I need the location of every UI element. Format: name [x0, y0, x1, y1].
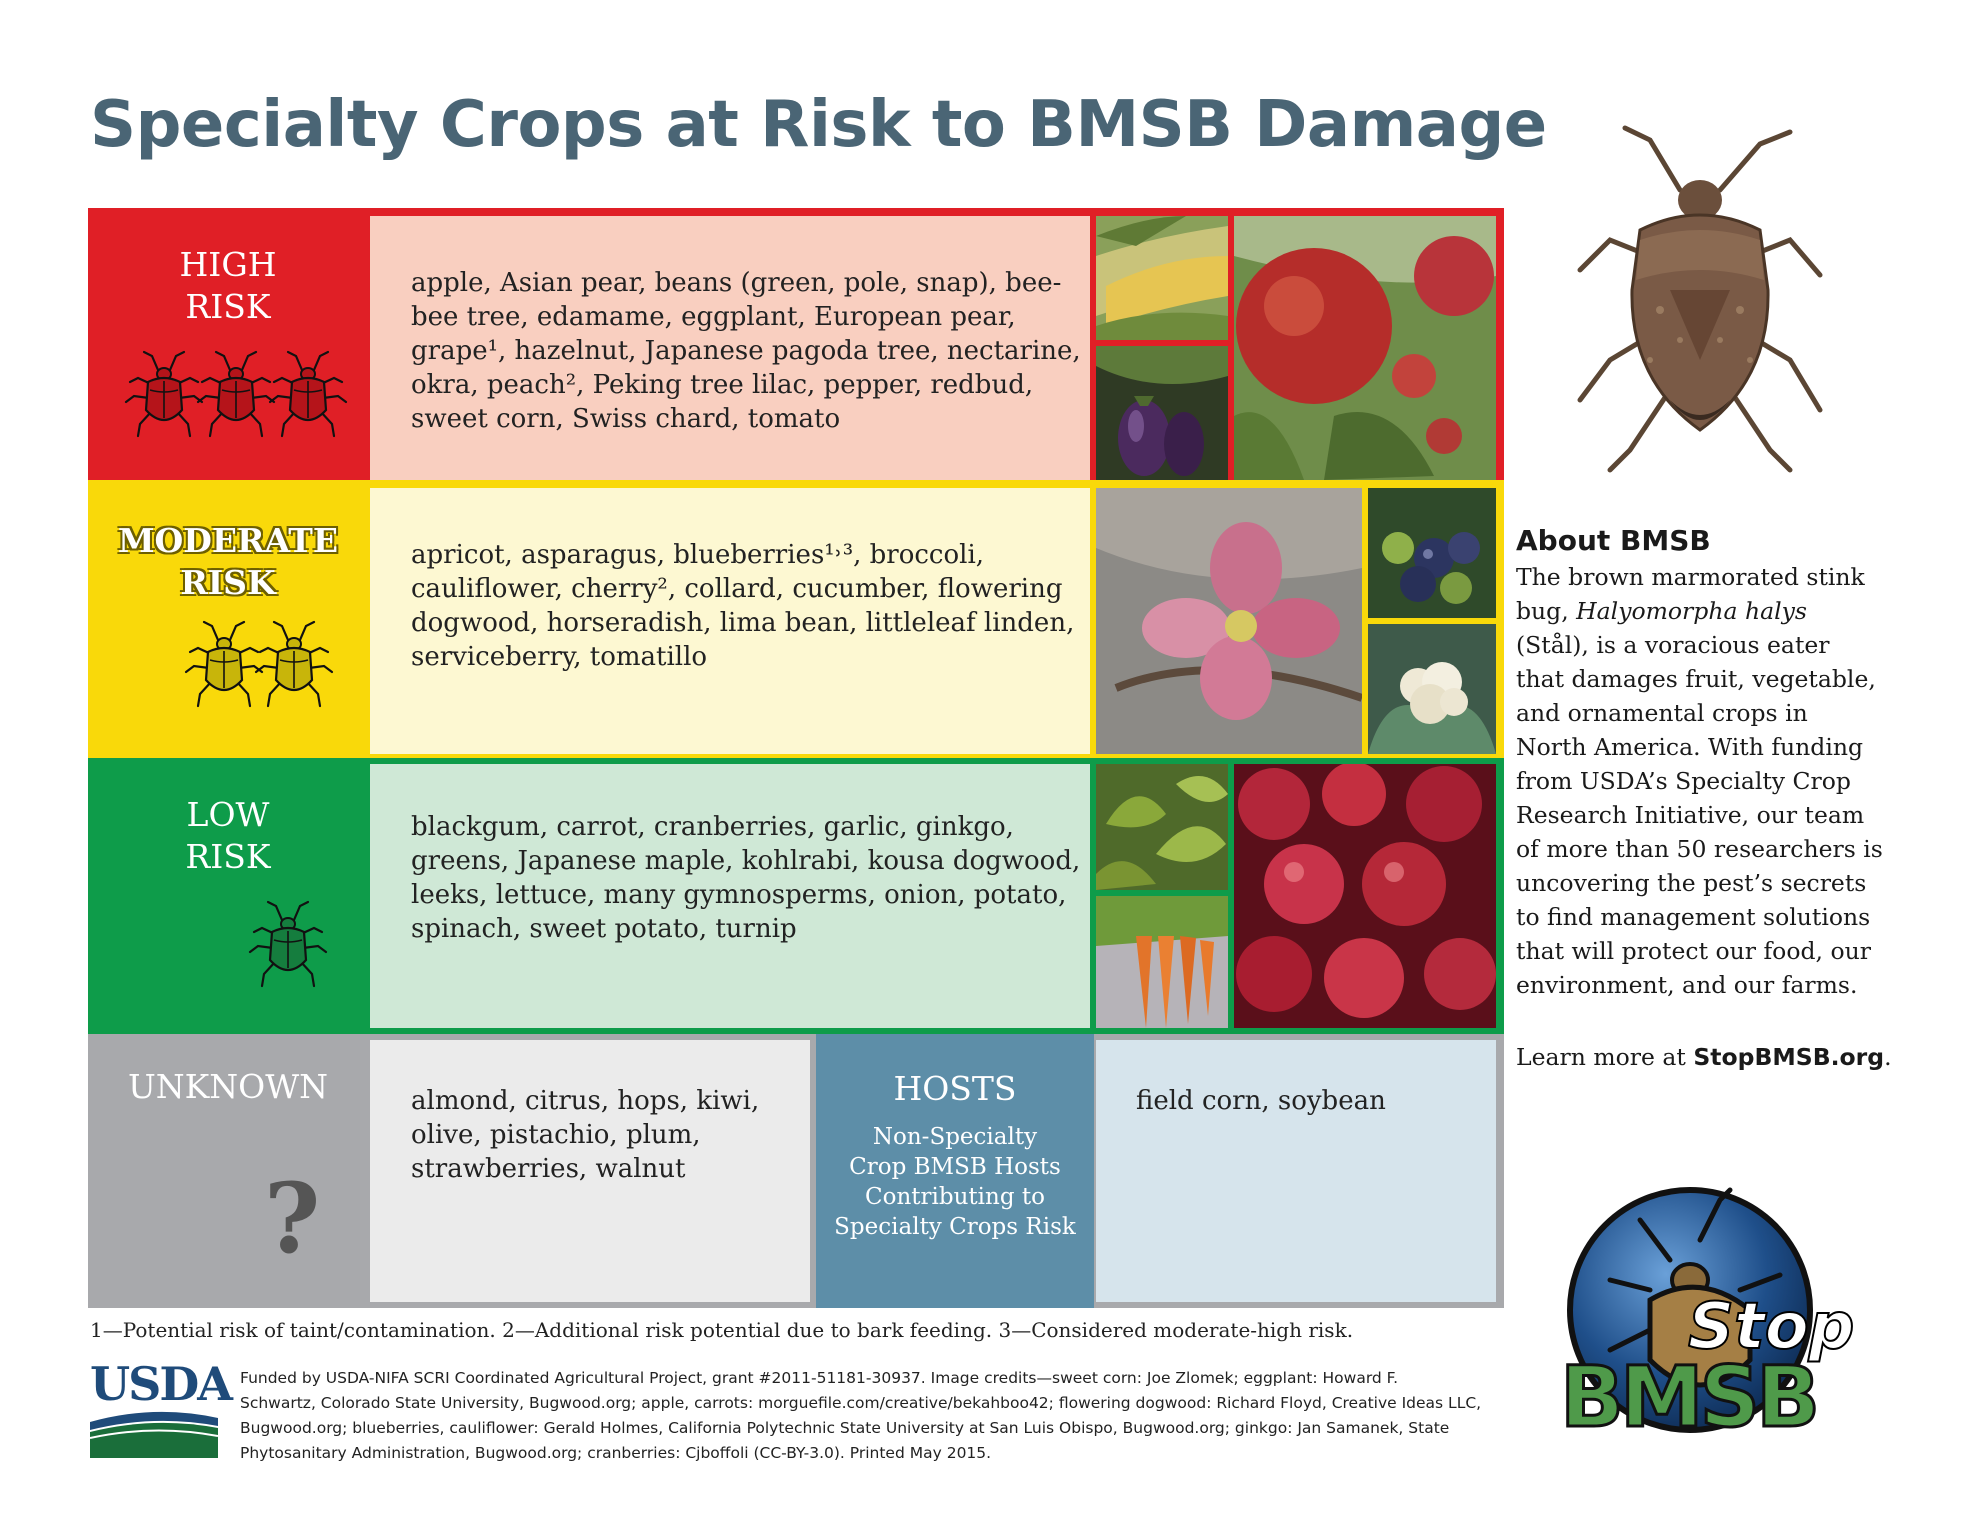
usda-logo-text: USDA [90, 1357, 231, 1411]
unknown-label [88, 1034, 368, 1308]
photo-apple [1234, 216, 1496, 480]
hosts-crops-box [1096, 1040, 1496, 1302]
credits-line: Bugwood.org; blueberries, cauliflower: Gerald Holmes, California Polytechnic State University at San Luis Obispo, Bugwood.org; ginkgo: Jan Samanek, State [240, 1419, 1450, 1437]
about-line: and ornamental crops in [1516, 699, 1808, 727]
high-risk-line1: HIGH [179, 245, 277, 284]
photo-flowering-dogwood [1096, 488, 1362, 754]
about-line: The brown marmorated stink [1516, 563, 1865, 591]
about-line: of more than 50 researchers is [1516, 835, 1883, 863]
about-line: that damages fruit, vegetable, [1516, 665, 1876, 693]
crop-line: almond, citrus, hops, kiwi, [411, 1086, 760, 1116]
low-risk-label [88, 758, 368, 1034]
bug-icon [186, 622, 262, 706]
crop-line: cauliflower, cherry², collard, cucumber, flowering [411, 574, 1063, 604]
crop-line: apricot, asparagus, blueberries¹˒³, broccoli, [411, 540, 985, 570]
moderate-risk-crops-box [370, 488, 1090, 754]
bug-icon-group-low [238, 896, 338, 996]
bug-icon-group-high [116, 348, 356, 448]
hosts-title: HOSTS [893, 1069, 1017, 1108]
photo-cauliflower [1368, 624, 1496, 754]
hosts-desc-line: Specialty Crops Risk [834, 1214, 1076, 1240]
page-title: Specialty Crops at Risk to BMSB Damage [90, 88, 1547, 162]
bug-icon [126, 352, 202, 436]
crop-line: blackgum, carrot, cranberries, garlic, ginkgo, [411, 812, 1014, 842]
bug-icon [198, 352, 274, 436]
crop-line: strawberries, walnut [411, 1154, 686, 1184]
about-line: uncovering the pest’s secrets [1516, 869, 1867, 897]
stop-bmsb-logo [1560, 1180, 1855, 1450]
scientific-name: Halyomorpha halys [1576, 597, 1807, 625]
moderate-risk-line2: RISK [180, 563, 276, 602]
credits-line: Funded by USDA-NIFA SCRI Coordinated Agricultural Project, grant #2011-51181-30937. Image credits—sweet corn: Joe Zlomek; eggplant: Howard F. [240, 1369, 1399, 1387]
crop-line: apple, Asian pear, beans (green, pole, snap), bee- [411, 268, 1062, 298]
photo-carrots [1096, 896, 1228, 1028]
crop-line: grape¹, hazelnut, Japanese pagoda tree, nectarine, [411, 336, 1081, 366]
usda-logo [90, 1357, 231, 1460]
photo-cranberries [1234, 764, 1496, 1028]
unknown-title: UNKNOWN [127, 1067, 329, 1106]
low-risk-crops-box [370, 764, 1090, 1028]
image-credits [240, 1366, 1500, 1466]
crop-line: sweet corn, Swiss chard, tomato [411, 404, 841, 434]
crop-line: greens, Japanese maple, kohlrabi, kousa dogwood, [411, 846, 1081, 876]
learn-more [1516, 1040, 1892, 1074]
about-line: (Stål), is a voracious eater [1516, 631, 1830, 659]
about-line: to find management solutions [1516, 903, 1871, 931]
about-line: North America. With funding [1516, 733, 1864, 761]
crop-line: serviceberry, tomatillo [411, 642, 708, 672]
about-line: environment, and our farms. [1516, 971, 1858, 999]
low-risk-line2: RISK [185, 837, 271, 876]
high-risk-line2: RISK [185, 287, 271, 326]
hosts-label [816, 1034, 1094, 1308]
logo-stop-text: Stop [1688, 1290, 1855, 1364]
photo-sweet-corn [1096, 216, 1228, 340]
footnote: 1—Potential risk of taint/contamination. 2—Additional risk potential due to bark feeding. 3—Considered moderate-high risk. [90, 1318, 1354, 1342]
crop-line: dogwood, horseradish, lima bean, littleleaf linden, [411, 608, 1075, 638]
about-heading: About BMSB [1516, 524, 1711, 557]
about-line: Research Initiative, our team [1516, 801, 1865, 829]
learn-more-prefix: Learn more at [1516, 1043, 1694, 1071]
logo-bmsb-text: BMSB [1560, 1348, 1817, 1446]
about-line-part: bug, [1516, 597, 1577, 625]
moderate-risk-line1: MODERATE [118, 521, 338, 560]
photo-eggplant [1096, 346, 1228, 480]
photo-blueberries [1368, 488, 1496, 618]
credits-line: Schwartz, Colorado State University, Bugwood.org; apple, carrots: morguefile.com/creative/bekahboo42; flowering dogwood: Richard Floyd, Creative Ideas LLC, [240, 1394, 1482, 1412]
hosts-desc-line: Crop BMSB Hosts [849, 1154, 1061, 1180]
about-line [1516, 594, 1956, 628]
crop-line: olive, pistachio, plum, [411, 1120, 701, 1150]
bug-icon [250, 902, 326, 986]
high-risk-crops-box [370, 216, 1090, 480]
credits-line: Phytosanitary Administration, Bugwood.org; cranberries: Cjboffoli (CC-BY-3.0). Printed May 2015. [240, 1444, 992, 1462]
moderate-risk-label [88, 480, 368, 758]
stink-bug-illustration [1540, 110, 1870, 490]
question-mark-icon: ? [264, 1162, 321, 1275]
bug-icon [270, 352, 346, 436]
crop-line: field corn, soybean [1136, 1086, 1386, 1116]
low-risk-line1: LOW [186, 795, 270, 834]
learn-more-link[interactable]: StopBMSB.org [1693, 1043, 1885, 1071]
about-line: from USDA’s Specialty Crop [1516, 767, 1851, 795]
unknown-crops-box [370, 1040, 810, 1302]
crop-line: spinach, sweet potato, turnip [411, 914, 797, 944]
learn-more-suffix: . [1884, 1043, 1892, 1071]
photo-ginkgo [1096, 764, 1228, 890]
crop-line: bee tree, edamame, eggplant, European pear, [411, 302, 1016, 332]
crop-line: okra, peach², Peking tree lilac, pepper, redbud, [411, 370, 1034, 400]
hosts-desc-line: Contributing to [865, 1184, 1045, 1210]
about-text [1516, 560, 1956, 1002]
bug-icon-group-moderate [178, 618, 338, 718]
about-line: that will protect our food, our [1516, 937, 1871, 965]
crop-line: leeks, lettuce, many gymnosperms, onion, potato, [411, 880, 1067, 910]
high-risk-label [88, 208, 368, 480]
bug-icon [256, 622, 332, 706]
hosts-desc-line: Non-Specialty [872, 1124, 1038, 1150]
